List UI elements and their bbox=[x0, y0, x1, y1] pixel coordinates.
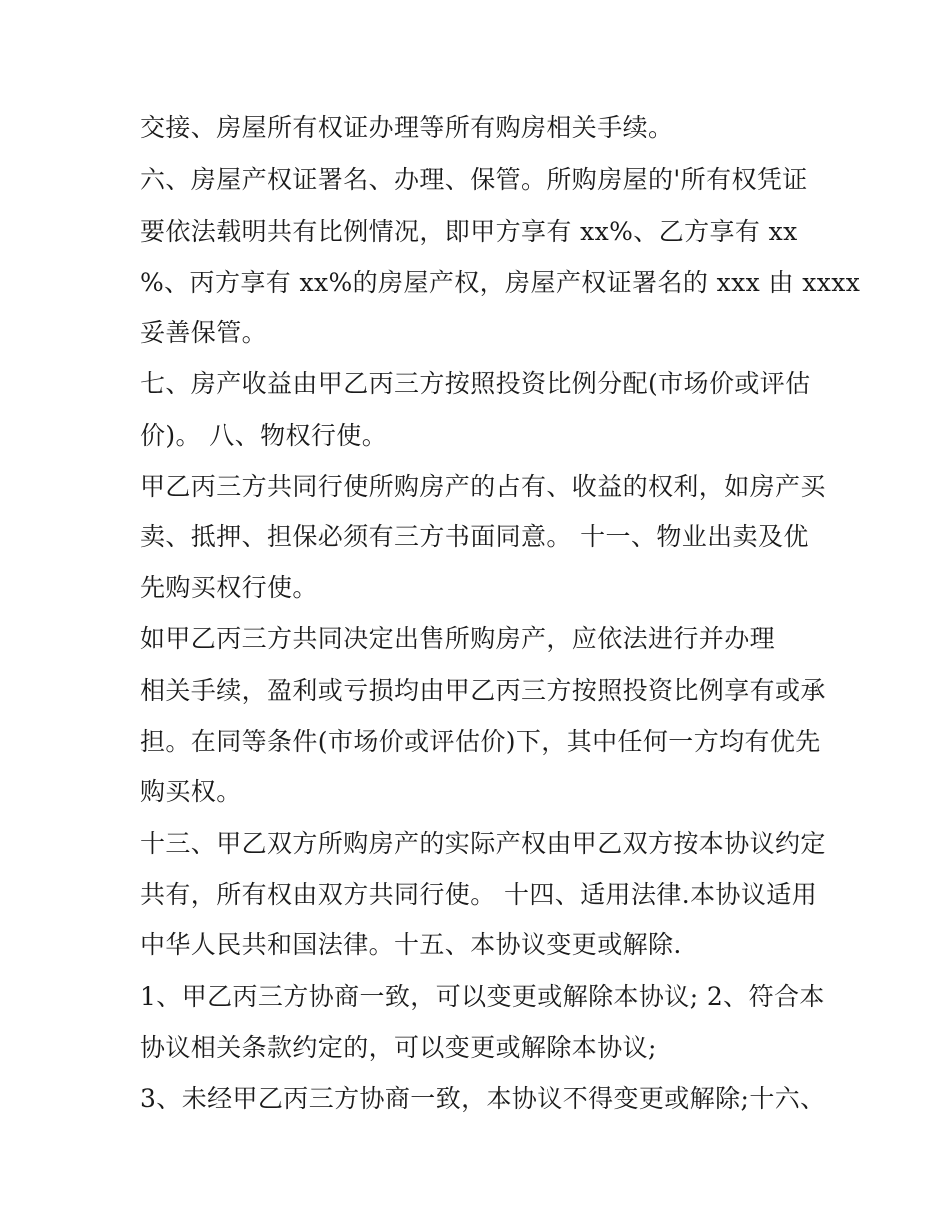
text-line-6: 七、房产收益由甲乙丙三方按照投资比例分配(市场价或评估 bbox=[140, 369, 811, 398]
text-line-4: %、丙方享有 xx%的房屋产权，房屋产权证署名的 xxx 由 xxxx bbox=[140, 268, 861, 297]
text-line-17: 中华人民共和国法律。十五、本协议变更或解除. bbox=[140, 930, 682, 959]
text-line-7: 价)。 八、物权行使。 bbox=[140, 421, 388, 450]
text-line-8: 甲乙丙三方共同行使所购房产的占有、收益的权利，如房产买 bbox=[140, 472, 826, 501]
text-line-1: 交接、房屋所有权证办理等所有购房相关手续。 bbox=[140, 113, 674, 142]
text-line-18: 1、甲乙丙三方协商一致，可以变更或解除本协议; 2、符合本 bbox=[140, 982, 825, 1011]
text-line-15: 十三、甲乙双方所购房产的实际产权由甲乙双方按本协议约定 bbox=[140, 829, 826, 858]
text-line-11: 如甲乙丙三方共同决定出售所购房产，应依法进行并办理 bbox=[140, 624, 776, 653]
text-line-2: 六、房屋产权证署名、办理、保管。所购房屋的'所有权凭证 bbox=[140, 165, 808, 194]
text-line-10: 先购买权行使。 bbox=[140, 573, 318, 602]
text-line-14: 购买权。 bbox=[140, 777, 242, 806]
text-line-19: 协议相关条款约定的，可以变更或解除本协议; bbox=[140, 1033, 657, 1062]
text-line-12: 相关手续，盈利或亏损均由甲乙丙三方按照投资比例享有或承 bbox=[140, 676, 826, 705]
text-line-16: 共有，所有权由双方共同行使。 十四、适用法律.本协议适用 bbox=[140, 880, 818, 909]
text-line-9: 卖、抵押、担保必须有三方书面同意。 十一、物业出卖及优 bbox=[140, 522, 809, 551]
text-line-13: 担。在同等条件(市场价或评估价)下，其中任何一方均有优先 bbox=[140, 727, 821, 756]
text-line-20: 3、未经甲乙丙三方协商一致，本协议不得变更或解除;十六、 bbox=[140, 1084, 826, 1113]
text-line-5: 妥善保管。 bbox=[140, 318, 268, 347]
text-line-3: 要依法载明共有比例情况，即甲方享有 xx%、乙方享有 xx bbox=[140, 217, 798, 246]
